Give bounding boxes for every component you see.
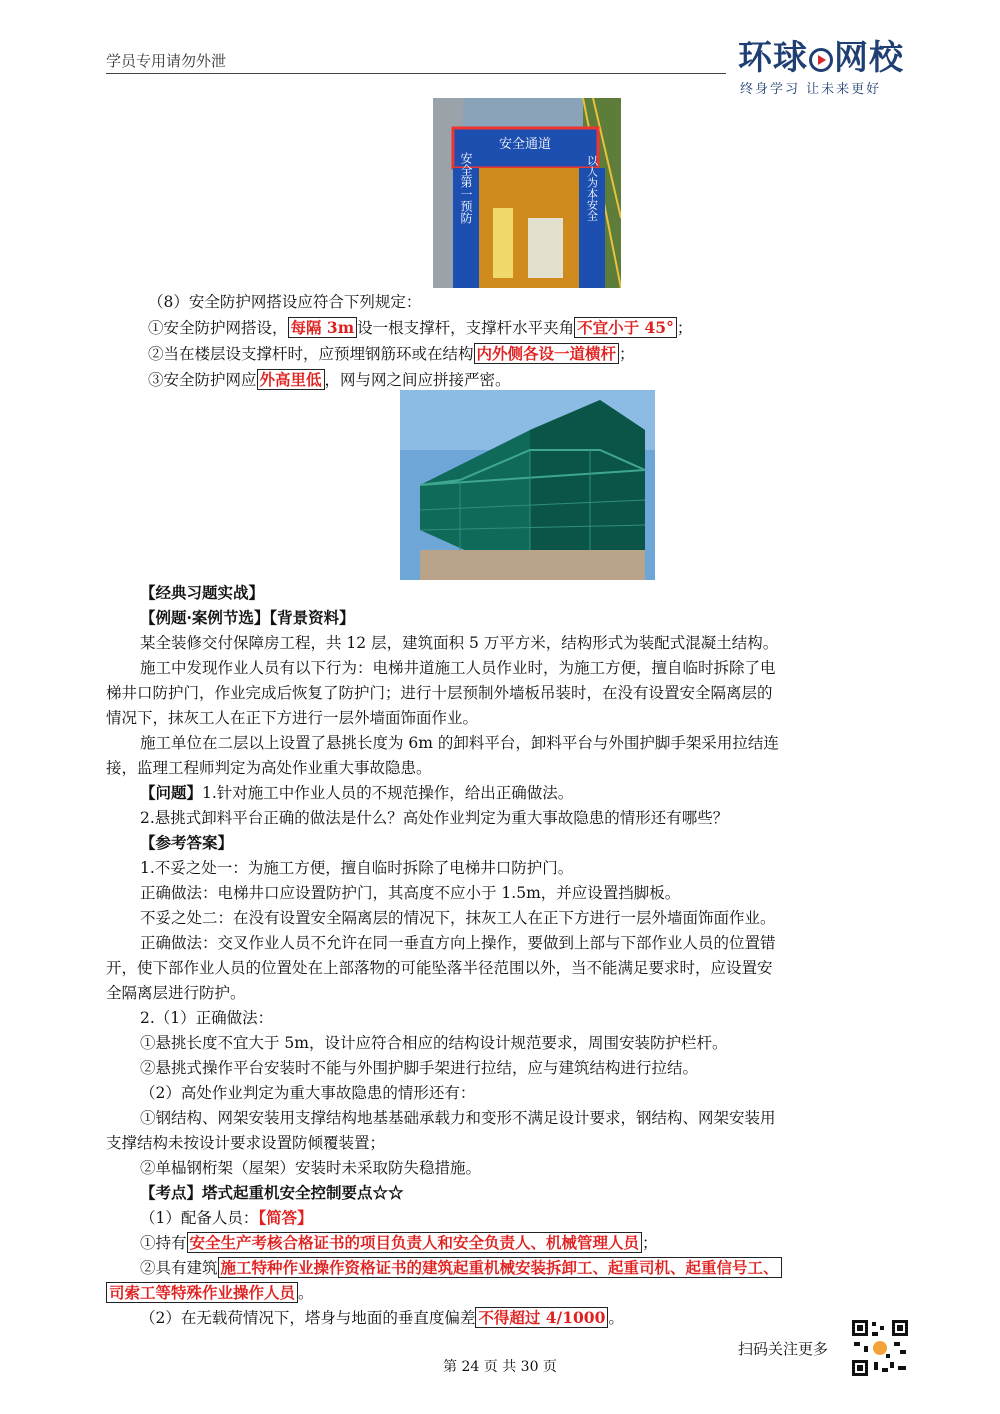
question-1: 【问题】1.针对施工中作业人员的不规范操作，给出正确做法。: [140, 783, 574, 802]
answer-10: ②单榀钢桁架（屋架）安装时未采取防失稳措施。: [140, 1159, 482, 1177]
svg-text:安全第一预防: 安全第一预防: [459, 152, 473, 224]
safety-passage-photo: [433, 98, 621, 288]
background-p3-line1: 施工单位在二层以上设置了悬挑长度为 6m 的卸料平台，卸料平台与外围护脚手架采用拉结连: [140, 734, 779, 752]
key-point-4: （2）在无载荷情况下，塔身与地面的垂直度偏差 不得超过 4/1000 。: [140, 1308, 624, 1327]
answer-6: ①悬挑长度不宜大于 5m，设计应符合相应的结构设计规范要求，周围安装防护栏杆。: [140, 1034, 728, 1052]
key-point-2: ①持有 安全生产考核合格证书的项目负责人和安全负责人、机械管理人员 ；: [140, 1233, 658, 1252]
answer-section-title: 【参考答案】: [140, 833, 234, 852]
answer-1: 1.不妥之处一：为施工方便，擅自临时拆除了电梯井口防护门。: [140, 859, 574, 877]
background-p1: 某全装修交付保障房工程，共 12 层，建筑面积 5 万平方米，结构形式为装配式混凝土结构。: [140, 634, 779, 652]
passage-sign-top: 安全通道: [498, 137, 552, 152]
svg-text:以人为本安全: 以人为本安全: [585, 155, 599, 221]
background-p3-line2: 接，监理工程师判定为高处作业重大事故隐患。: [106, 759, 432, 777]
question-2: 2.悬挑式卸料平台正确的做法是什么？高处作业判定为重大事故隐患的情形还有哪些？: [140, 809, 729, 827]
header-confidential-text: 学员专用请勿外泄: [106, 52, 227, 70]
key-point-3-line2: 司索工等特殊作业操作人员 。: [106, 1282, 314, 1304]
qr-caption: 扫码关注更多: [738, 1340, 829, 1358]
answer-9-line2: 支撑结构未按设计要求设置防倾覆装置；: [106, 1134, 386, 1152]
answer-9-line1: ①钢结构、网架安装用支撑结构地基基础承载力和变形不满足设计要求，钢结构、网架安装用: [140, 1109, 776, 1127]
logo-slogan: 终身学习 让未来更好: [740, 82, 882, 97]
key-point-3-line1: ②具有建筑 施工特种作业操作资格证书的建筑起重机械安装拆卸工、起重司机、起重信号工、: [140, 1257, 782, 1279]
answer-5: 2.（1）正确做法：: [140, 1009, 274, 1027]
brand-logo: 环球 网校 终身学习 让未来更好: [738, 38, 918, 98]
rule-8-1: ①安全防护网搭设， 每隔 3m 设一根支撑杆，支撑杆水平夹角 不宜小于 45° ；: [148, 318, 693, 337]
page-number: 第 24 页 共 30 页: [443, 1359, 557, 1375]
answer-3: 不妥之处二：在没有设置安全隔离层的情况下，抹灰工人在正下方进行一层外墙面饰面作业。: [140, 909, 776, 927]
example-section-title: 【经典习题实战】: [140, 583, 265, 602]
background-p2-line3: 情况下，抹灰工人在正下方进行一层外墙面饰面作业。: [106, 709, 479, 727]
answer-8: （2）高处作业判定为重大事故隐患的情形还有：: [140, 1084, 476, 1102]
background-p2-line1: 施工中发现作业人员有以下行为：电梯井道施工人员作业时，为施工方便，擅自临时拆除了电: [140, 659, 776, 677]
key-point-1: （1）配备人员：【简答】: [140, 1208, 313, 1227]
answer-2: 正确做法：电梯井口应设置防护门，其高度不应小于 1.5m，并应设置挡脚板。: [140, 884, 681, 902]
example-subtitle: 【例题·案例节选】【背景资料】: [140, 608, 355, 627]
rule-8-3: ③安全防护网应 外高里低 ，网与网之间应拼接严密。: [148, 370, 511, 389]
play-circle-icon: [809, 48, 833, 72]
answer-4-line1: 正确做法：交叉作业人员不允许在同一垂直方向上操作，要做到上部与下部作业人员的位置错: [140, 934, 776, 952]
safety-net-building-photo: [400, 390, 655, 580]
answer-4-line2: 开，使下部作业人员的位置处在上部落物的可能坠落半径范围以外，当不能满足要求时，应设置安: [106, 959, 773, 977]
answer-7: ②悬挑式操作平台安装时不能与外围护脚手架进行拉结，应与建筑结构进行拉结。: [140, 1059, 699, 1077]
section-8-title: （8）安全防护网搭设应符合下列规定：: [148, 293, 422, 311]
background-p2-line2: 梯井口防护门，作业完成后恢复了防护门；进行十层预制外墙板吊装时，在没有设置安全隔离层的: [106, 684, 773, 702]
answer-4-line3: 全隔离层进行防护。: [106, 984, 246, 1002]
key-point-title: 【考点】塔式起重机安全控制要点☆☆: [140, 1183, 404, 1202]
header-divider: [106, 73, 726, 74]
rule-8-2: ②当在楼层设支撑杆时，应预埋钢筋环或在结构 内外侧各设一道横杆 ；: [148, 344, 635, 363]
